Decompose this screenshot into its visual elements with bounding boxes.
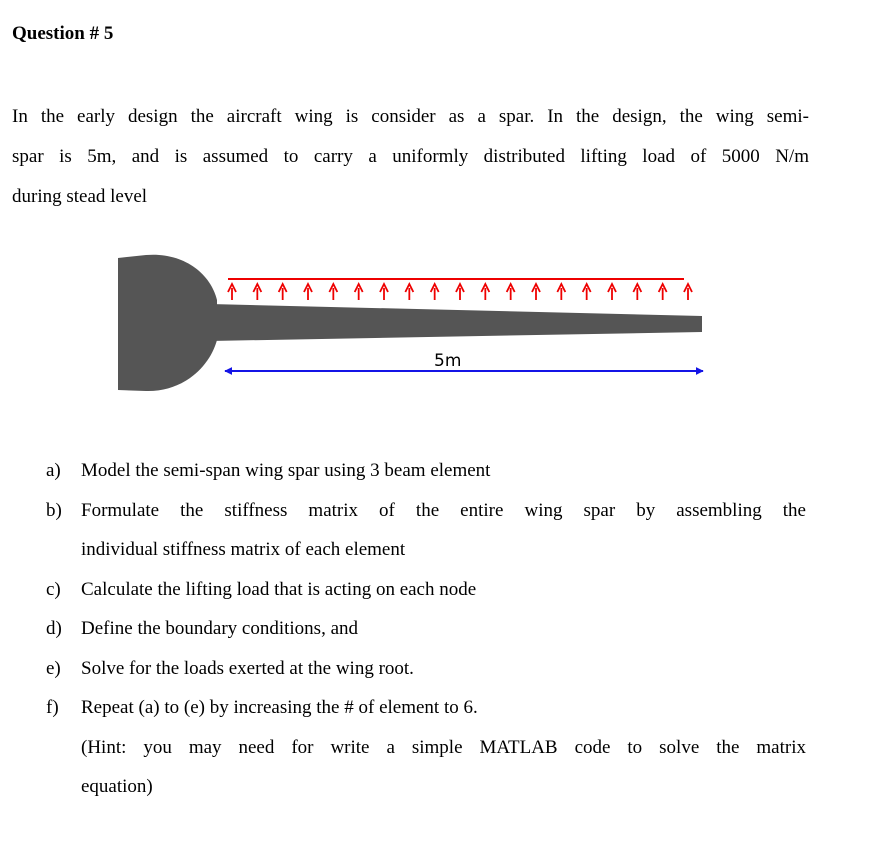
load-arrow [253, 284, 261, 300]
load-arrow [532, 284, 540, 300]
task-text: equation) [81, 776, 153, 797]
load-arrow [304, 284, 312, 300]
load-arrow [557, 284, 565, 300]
load-arrow [431, 284, 439, 300]
problem-statement-line-1: In the early design the aircraft wing is consider as a spar. In the design, the wing semi- [12, 106, 809, 127]
dimension-label: 5m [434, 351, 462, 371]
task-marker: e) [46, 657, 61, 679]
load-arrow [329, 284, 337, 300]
load-arrow [279, 284, 287, 300]
load-arrow [355, 284, 363, 300]
task-text: Solve for the loads exerted at the wing root. [81, 657, 414, 679]
question-title: Question # 5 [12, 23, 114, 44]
problem-statement [12, 97, 809, 217]
task-text: Repeat (a) to (e) by increasing the # of element to 6. [81, 697, 478, 718]
wing-spar-diagram [0, 240, 887, 410]
load-arrow [608, 284, 616, 300]
load-arrow [228, 284, 236, 300]
load-arrow [405, 284, 413, 300]
spar-beam [210, 304, 702, 341]
load-arrows [228, 284, 692, 300]
task-marker: d) [46, 618, 62, 639]
task-item-d [46, 609, 806, 649]
wing-root-body [118, 255, 217, 391]
task-item-a [46, 451, 806, 491]
load-arrow [481, 284, 489, 300]
task-text: Calculate the lifting load that is acting on each node [81, 578, 477, 600]
task-marker: c) [46, 578, 61, 600]
task-text: Formulate the stiffness matrix of the entire wing spar by assembling the [81, 499, 806, 521]
task-item-f [46, 688, 806, 807]
task-text: (Hint: you may need for write a simple MATLAB code to solve the matrix [81, 736, 806, 758]
task-item-b [46, 491, 806, 570]
load-arrow [583, 284, 591, 300]
load-arrow [659, 284, 667, 300]
problem-statement-line-3: during stead level [12, 186, 148, 207]
task-marker: f) [46, 697, 59, 718]
task-list [46, 451, 806, 807]
load-arrow [507, 284, 515, 300]
task-marker: a) [46, 460, 61, 481]
load-arrow [456, 284, 464, 300]
problem-statement-line-2: spar is 5m, and is assumed to carry a uniformly distributed lifting load of 5000 N/m [12, 146, 809, 167]
task-item-c [46, 570, 806, 610]
task-text: Define the boundary conditions, and [81, 618, 359, 639]
task-text: individual stiffness matrix of each element [81, 539, 406, 560]
load-arrow [633, 284, 641, 300]
load-arrow [684, 284, 692, 300]
task-item-e [46, 649, 806, 689]
task-marker: b) [46, 499, 62, 521]
task-text: Model the semi-span wing spar using 3 beam element [81, 460, 491, 481]
load-arrow [380, 284, 388, 300]
